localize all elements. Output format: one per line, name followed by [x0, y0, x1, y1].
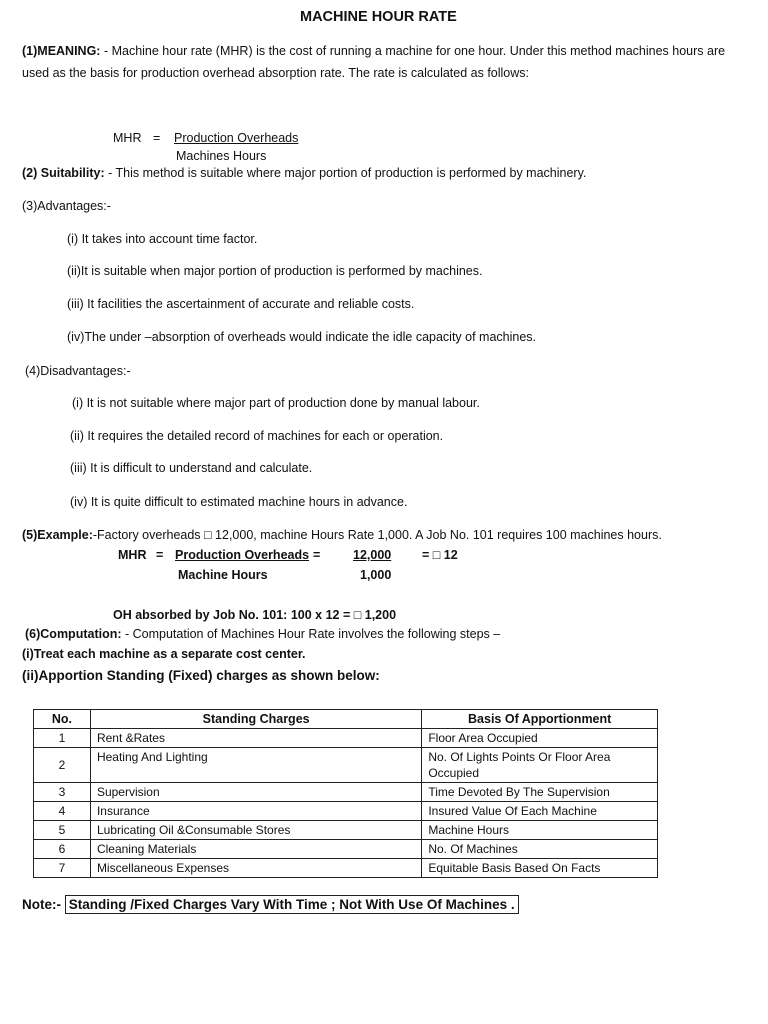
note-label: Note:- — [22, 897, 61, 912]
row-charge: Cleaning Materials — [90, 840, 421, 859]
disadvantage-item: (i) It is not suitable where major part of production done by manual labour. — [72, 396, 480, 410]
computation-step-2: (ii)Apportion Standing (Fixed) charges as shown below: — [22, 668, 380, 683]
suitability-text: - This method is suitable where major portion of production is performed by machinery. — [108, 166, 587, 180]
computation-label: (6)Computation: — [25, 627, 122, 641]
computation-step-1: (i)Treat each machine as a separate cost center. — [22, 647, 306, 661]
advantage-item: (ii)It is suitable when major portion of production is performed by machines. — [67, 264, 483, 278]
example-line — [22, 528, 662, 542]
advantage-item: (iv)The under –absorption of overheads would indicate the idle capacity of machines. — [67, 330, 537, 344]
meaning-label: (1)MEANING: — [22, 44, 101, 58]
table-row — [34, 748, 658, 783]
disadvantage-item: (iv) It is quite difficult to estimated machine hours in advance. — [70, 495, 408, 509]
example-numerator-value: 12,000 — [353, 548, 392, 562]
meaning-line-1 — [22, 44, 725, 58]
table-row — [34, 859, 658, 878]
row-basis: Machine Hours — [422, 821, 658, 840]
row-basis: No. Of Machines — [422, 840, 658, 859]
example-equals-1: = — [156, 548, 164, 562]
row-charge: Insurance — [90, 802, 421, 821]
advantage-item: (iii) It facilities the ascertainment of accurate and reliable costs. — [67, 297, 415, 311]
advantage-item: (i) It takes into account time factor. — [67, 232, 258, 246]
row-charge: Heating And Lighting — [90, 748, 421, 783]
page-title: MACHINE HOUR RATE — [300, 9, 457, 25]
example-result: = □ 12 — [422, 548, 458, 562]
meaning-text-1: - Machine hour rate (MHR) is the cost of running a machine for one hour. Under this method machines hours are — [103, 44, 726, 58]
header-no: No. — [34, 710, 91, 729]
row-no: 3 — [34, 783, 91, 802]
table-row — [34, 802, 658, 821]
row-no: 4 — [34, 802, 91, 821]
example-numerator: Production Overheads — [175, 548, 310, 562]
row-charge: Rent &Rates — [90, 729, 421, 748]
header-basis: Basis Of Apportionment — [422, 710, 658, 729]
row-basis: Insured Value Of Each Machine — [422, 802, 658, 821]
disadvantage-item: (iii) It is difficult to understand and calculate. — [70, 461, 313, 475]
row-basis: Floor Area Occupied — [422, 729, 658, 748]
formula-denominator: Machines Hours — [176, 149, 267, 163]
formula-lhs: MHR — [113, 131, 142, 145]
table-row — [34, 783, 658, 802]
example-denominator-value: 1,000 — [360, 568, 392, 582]
suitability-line — [22, 166, 586, 180]
row-no: 2 — [34, 748, 91, 783]
advantages-heading: (3)Advantages:- — [22, 199, 111, 213]
row-charge: Supervision — [90, 783, 421, 802]
computation-text: - Computation of Machines Hour Rate involves the following steps – — [125, 627, 501, 641]
example-equals-2: = — [313, 548, 321, 562]
standing-charges-table — [33, 709, 658, 878]
table-row — [34, 821, 658, 840]
row-charge: Miscellaneous Expenses — [90, 859, 421, 878]
row-no: 6 — [34, 840, 91, 859]
formula-equals: = — [153, 131, 161, 145]
example-mhr: MHR — [118, 548, 147, 562]
meaning-text-2: used as the basis for production overhead absorption rate. The rate is calculated as follows: — [22, 66, 530, 80]
row-basis: Equitable Basis Based On Facts — [422, 859, 658, 878]
row-charge: Lubricating Oil &Consumable Stores — [90, 821, 421, 840]
row-no: 5 — [34, 821, 91, 840]
formula-numerator: Production Overheads — [174, 131, 299, 145]
table-row — [34, 840, 658, 859]
suitability-label: (2) Suitability: — [22, 166, 105, 180]
header-standing-charges: Standing Charges — [90, 710, 421, 729]
disadvantages-heading: (4)Disadvantages:- — [25, 364, 131, 378]
row-basis: No. Of Lights Points Or Floor Area Occupied — [422, 748, 658, 783]
row-no: 7 — [34, 859, 91, 878]
note-line — [22, 897, 519, 912]
oh-absorbed: OH absorbed by Job No. 101: 100 x 12 = □ 1,200 — [113, 608, 397, 622]
table-header-row — [34, 710, 658, 729]
example-text: -Factory overheads □ 12,000, machine Hours Rate 1,000. A Job No. 101 requires 100 machines hours. — [92, 528, 662, 542]
row-no: 1 — [34, 729, 91, 748]
note-text: Standing /Fixed Charges Vary With Time ; Not With Use Of Machines . — [65, 895, 519, 914]
example-label: (5)Example: — [22, 528, 93, 542]
computation-line — [25, 627, 500, 641]
row-basis: Time Devoted By The Supervision — [422, 783, 658, 802]
example-denominator: Machine Hours — [178, 568, 268, 582]
disadvantage-item: (ii) It requires the detailed record of machines for each or operation. — [70, 429, 444, 443]
table-row — [34, 729, 658, 748]
